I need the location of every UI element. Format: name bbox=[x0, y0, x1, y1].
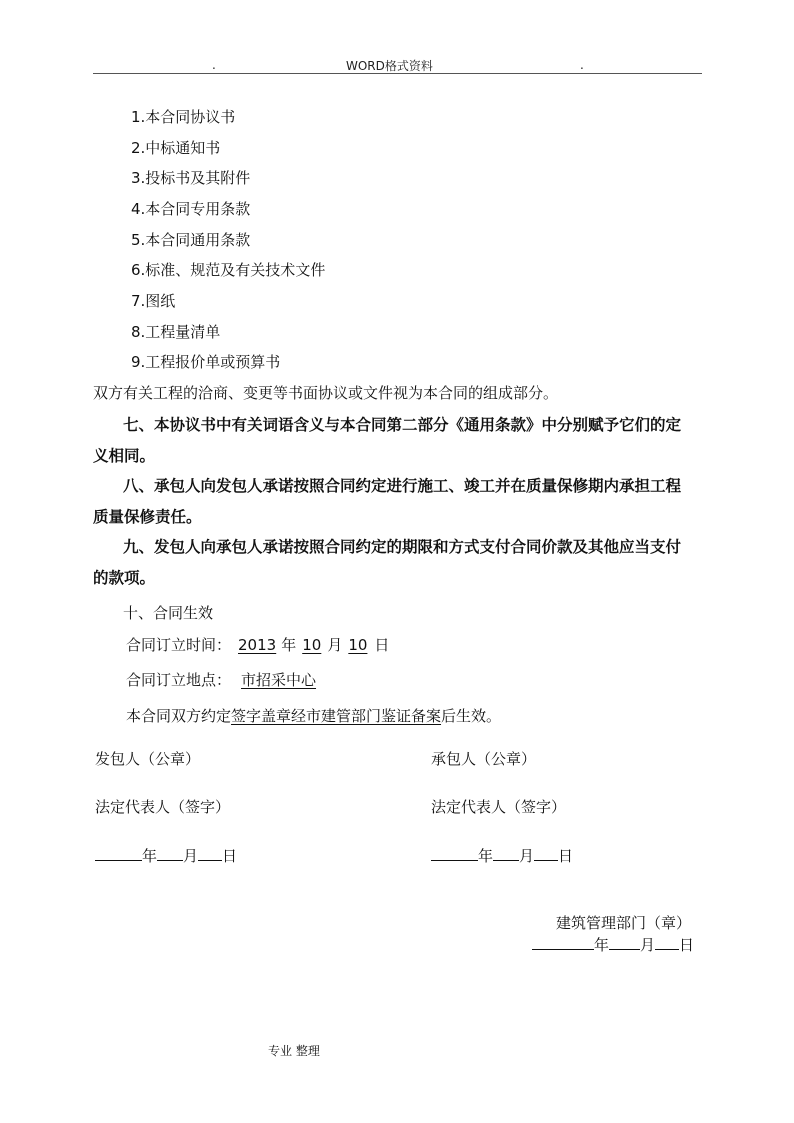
year-unit: 年 bbox=[478, 847, 494, 865]
list-item: 9.工程报价单或预算书 bbox=[131, 353, 281, 371]
date-blank[interactable] bbox=[157, 846, 183, 861]
clause-seven-line1: 七、本协议书中有关词语含义与本合同第二部分《通用条款》中分别赋予它们的定 bbox=[123, 416, 682, 434]
month-unit: 月 bbox=[183, 847, 199, 865]
date-blank[interactable] bbox=[493, 846, 519, 861]
date-blank[interactable] bbox=[534, 846, 558, 861]
date-blank[interactable] bbox=[198, 846, 222, 861]
footer-text: 专业 整理 bbox=[268, 1044, 320, 1058]
year-unit: 年 bbox=[594, 936, 610, 954]
agreement-line bbox=[126, 705, 501, 726]
contract-month: 10 bbox=[302, 636, 322, 654]
header-rule bbox=[93, 73, 702, 74]
list-item: 1.本合同协议书 bbox=[131, 108, 236, 126]
agreement-condition: 签字盖章经市建管部门鉴证备案 bbox=[231, 707, 442, 725]
list-item: 3.投标书及其附件 bbox=[131, 169, 251, 187]
contract-time-label: 合同订立时间： bbox=[126, 636, 232, 654]
contractor-legal-rep: 法定代表人（签字） bbox=[431, 798, 567, 816]
year-unit: 年 bbox=[142, 847, 158, 865]
list-item: 6.标准、规范及有关技术文件 bbox=[131, 261, 326, 279]
date-blank[interactable] bbox=[95, 846, 142, 861]
clause-eight-line2: 质量保修责任。 bbox=[93, 508, 202, 526]
clause-ten-title: 十、合同生效 bbox=[123, 604, 214, 622]
header-title: WORD格式资料 bbox=[346, 59, 433, 73]
list-item: 2.中标通知书 bbox=[131, 139, 221, 157]
clause-nine-line2: 的款项。 bbox=[93, 569, 156, 587]
day-unit: 日 bbox=[679, 936, 695, 954]
month-unit: 月 bbox=[519, 847, 535, 865]
list-item: 4.本合同专用条款 bbox=[131, 200, 251, 218]
day-unit: 日 bbox=[374, 636, 390, 654]
header-right-dot: . bbox=[580, 58, 584, 72]
list-item: 5.本合同通用条款 bbox=[131, 231, 251, 249]
employer-date-line bbox=[95, 845, 237, 866]
day-unit: 日 bbox=[222, 847, 238, 865]
list-item: 8.工程量清单 bbox=[131, 323, 221, 341]
contractor-seal: 承包人（公章） bbox=[431, 750, 537, 768]
contract-day: 10 bbox=[348, 636, 368, 654]
contract-place-line bbox=[126, 669, 330, 690]
contractor-date-line bbox=[431, 845, 573, 866]
contract-time-line bbox=[126, 634, 389, 655]
month-unit: 月 bbox=[327, 636, 343, 654]
list-item: 7.图纸 bbox=[131, 292, 176, 310]
year-unit: 年 bbox=[281, 636, 297, 654]
month-unit: 月 bbox=[640, 936, 656, 954]
clause-seven-line2: 义相同。 bbox=[93, 447, 156, 465]
contract-place-label: 合同订立地点： bbox=[126, 671, 232, 689]
employer-seal: 发包人（公章） bbox=[95, 750, 201, 768]
composition-note: 双方有关工程的洽商、变更等书面协议或文件视为本合同的组成部分。 bbox=[93, 384, 559, 402]
authority-date-line bbox=[532, 934, 694, 955]
authority-seal: 建筑管理部门（章） bbox=[556, 914, 692, 932]
header-left-dot: . bbox=[212, 58, 216, 72]
agreement-suffix: 后生效。 bbox=[441, 707, 502, 725]
employer-legal-rep: 法定代表人（签字） bbox=[95, 798, 231, 816]
date-blank[interactable] bbox=[609, 935, 640, 950]
contract-place: 市招采中心 bbox=[241, 671, 317, 689]
date-blank[interactable] bbox=[655, 935, 679, 950]
agreement-prefix: 本合同双方约定 bbox=[126, 707, 232, 725]
date-blank[interactable] bbox=[431, 846, 478, 861]
day-unit: 日 bbox=[558, 847, 574, 865]
date-blank[interactable] bbox=[532, 935, 594, 950]
clause-nine-line1: 九、发包人向承包人承诺按照合同约定的期限和方式支付合同价款及其他应当支付 bbox=[123, 538, 682, 556]
clause-eight-line1: 八、承包人向发包人承诺按照合同约定进行施工、竣工并在质量保修期内承担工程 bbox=[123, 477, 682, 495]
contract-year: 2013 bbox=[238, 636, 277, 654]
